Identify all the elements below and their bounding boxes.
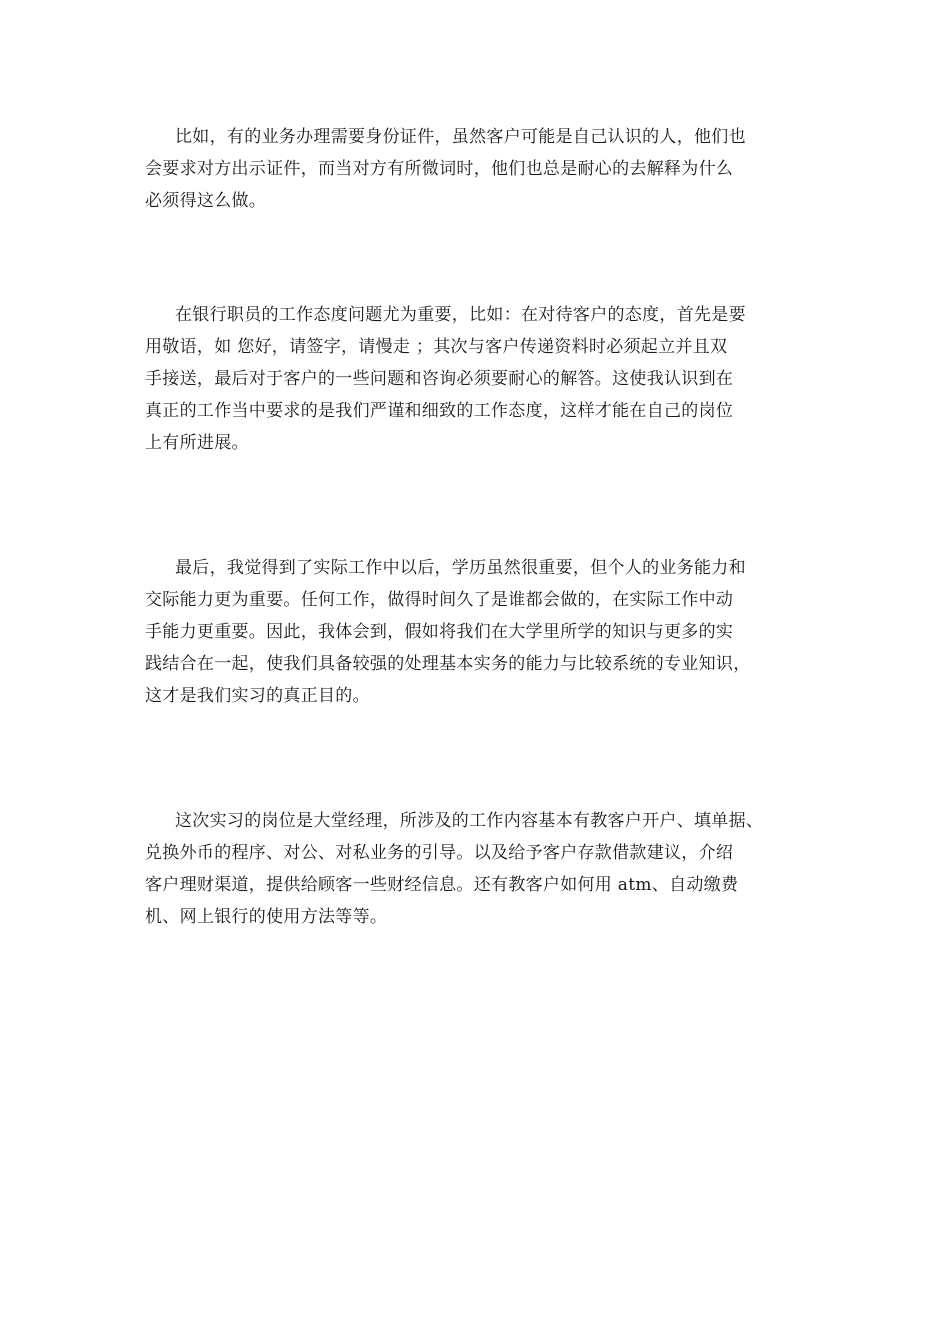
paragraph-2 (145, 299, 825, 459)
paragraph-line: 手接送，最后对于客户的一些问题和咨询必须要耐心的解答。这使我认识到在 (145, 369, 734, 389)
paragraph-line: 在银行职员的工作态度问题尤为重要，比如：在对待客户的态度，首先是要 (175, 305, 746, 325)
paragraph-line: 比如，有的业务办理需要身份证件，虽然客户可能是自己认识的人，他们也 (175, 127, 746, 147)
paragraph-line: 最后，我觉得到了实际工作中以后，学历虽然很重要，但个人的业务能力和 (175, 558, 746, 578)
paragraph-line: 机、网上银行的使用方法等等。 (145, 907, 388, 927)
paragraph-line: 上有所进展。 (145, 433, 249, 453)
paragraph-line: 手能力更重要。因此，我体会到，假如将我们在大学里所学的知识与更多的实 (145, 622, 734, 642)
paragraph-line: 真正的工作当中要求的是我们严谨和细致的工作态度，这样才能在自己的岗位 (145, 401, 734, 421)
paragraph-line: 客户理财渠道，提供给顾客一些财经信息。还有教客户如何用 atm、自动缴费 (145, 875, 739, 895)
paragraph-line: 这次实习的岗位是大堂经理，所涉及的工作内容基本有教客户开户、填单据、 (175, 811, 764, 831)
paragraph-line: 会要求对方出示证件，而当对方有所微词时，他们也总是耐心的去解释为什么 (145, 159, 734, 179)
paragraph-line: 必须得这么做。 (145, 191, 267, 211)
paragraph-1 (145, 121, 825, 217)
paragraph-line: 践结合在一起，使我们具备较强的处理基本实务的能力与比较系统的专业知识， (145, 654, 751, 674)
paragraph-3 (145, 552, 825, 712)
paragraph-line: 用敬语，如 您好，请签字，请慢走 ；其次与客户传递资料时必须起立并且双 (145, 337, 728, 357)
paragraph-line: 这才是我们实习的真正目的。 (145, 686, 370, 706)
paragraph-line: 交际能力更为重要。任何工作，做得时间久了是谁都会做的，在实际工作中动 (145, 590, 734, 610)
paragraph-line: 兑换外币的程序、对公、对私业务的引导。以及给予客户存款借款建议，介绍 (145, 843, 734, 863)
paragraph-4 (145, 805, 825, 933)
